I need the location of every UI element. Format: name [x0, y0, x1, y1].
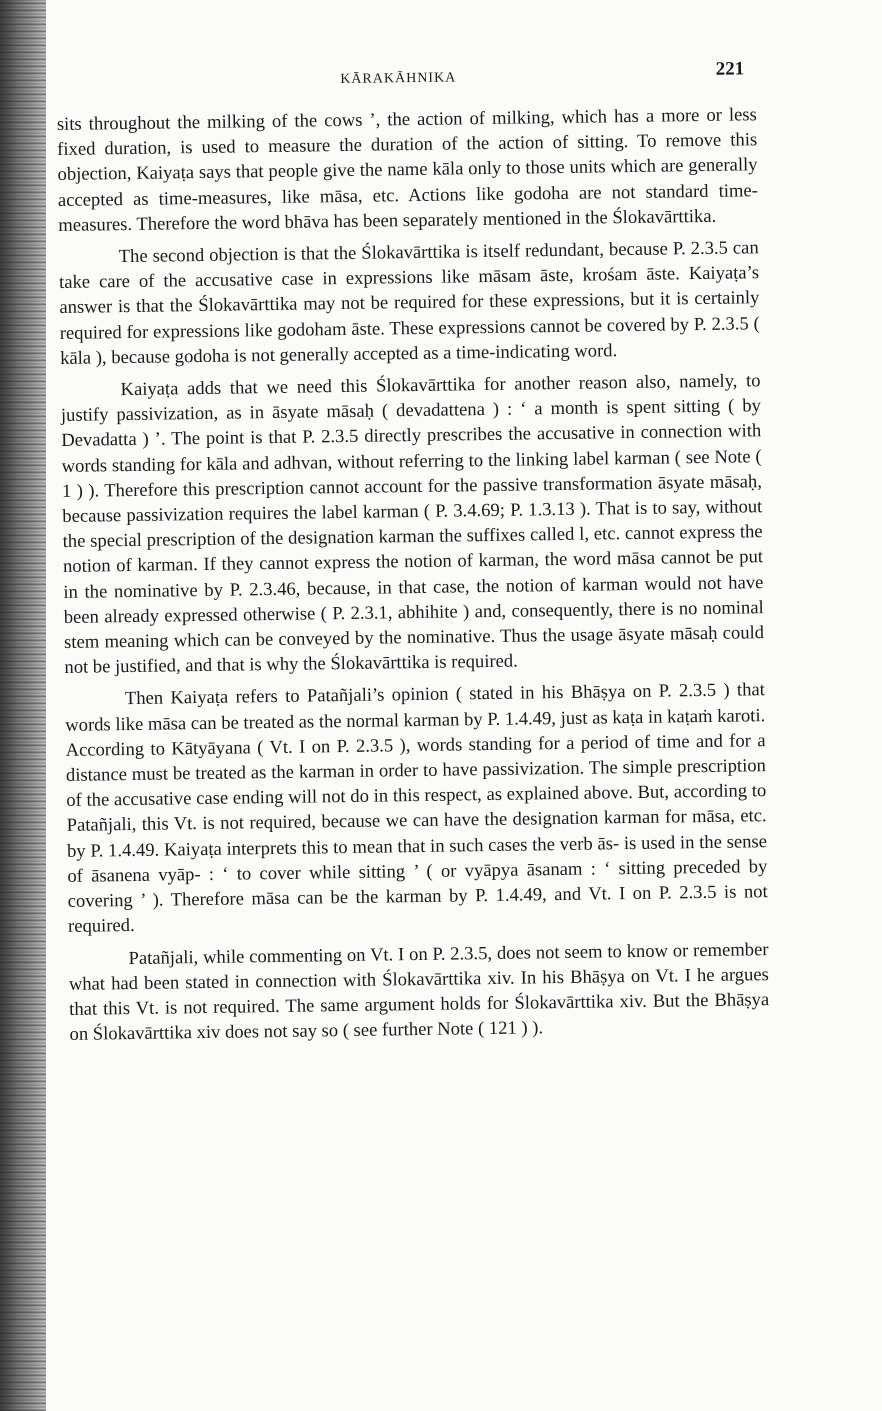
paragraph-1: sits throughout the milking of the cows ’, the action of milking, which has a more or less fixed duration, is used to measure the duration of the action of sitting. To remove this objection, Kaiyaṭa says that people give the name kāla only to those units which are generally accepted as time-measures, like māsa, etc. Actions like godoha are not standard time-measures. Therefore the word bhāva has been separately mentioned in the Ślokavārttika.: [56, 104, 759, 236]
paragraph-5: Patañjali, while commenting on Vt. I on P. 2.3.5, does not seem to know or remember what had been stated in connection with Ślokavārttika xiv. In his Bhāṣya on Vt. I he argues that this Vt. is not required. The same argument holds for Ślokavārttika xiv. But the Bhāṣya on Ślokavārttika xiv does not say so ( see further Note ( 121 ) ).: [68, 938, 770, 1046]
page-number: 221: [715, 58, 745, 80]
running-head: [56, 52, 756, 96]
running-head-title: KĀRAKĀHNIKA: [340, 70, 457, 88]
paragraph-2: The second objection is that the Ślokavārttika is itself redundant, because P. 2.3.5 can take care of the accusative case in expressions like māsam āste, krośam āste. Kaiyaṭa’s answer is that the Ślokavārttika may not be required for these expressions, but it is certainly required for expressions like godoham āste. These expressions cannot be covered by P. 2.3.5 ( kāla ), because godoha is not generally accepted as a time-indicating word.: [58, 237, 760, 369]
paragraph-3: Kaiyaṭa adds that we need this Ślokavārttika for another reason also, namely, to justify passivization, as in āsyate māsaḥ ( devadattena ) : ‘ a month is spent sitting ( by Devadatta ) ’. The point is that P. 2.3.5 directly prescribes the accusative in connection with words standing for kāla and adhvan, without referring to the linking label karman ( see Note ( 1 ) ). Therefore this prescription cannot account for the passive transformation āsyate māsaḥ, because passivization requires the label karman ( P. 3.4.69; P. 1.3.13 ). That is to say, without the special prescription of the designation karman the suffixes called l, etc. cannot express the notion of karman. If they cannot express the notion of karman, the word māsa cannot be put in the nominative by P. 2.3.46, because, in that case, the notion of karman would not have been already expressed otherwise ( P. 2.3.1, abhihite ) and, consequently, there is no nominal stem meaning which can be conveyed by the nominative. Thus the usage āsyate māsaḥ could not be justified, and that is why the Ślokavārttika is required.: [60, 370, 765, 679]
book-spine-shadow: [0, 0, 46, 1411]
paragraph-4: Then Kaiyaṭa refers to Patañjali’s opinion ( stated in his Bhāṣya on P. 2.3.5 ) that words like māsa can be treated as the normal karman by P. 1.4.49, just as kaṭa in kaṭaṁ karoti. According to Kātyāyana ( Vt. I on P. 2.3.5 ), words standing for a period of time and for a distance must be treated as the karman in order to have passivization. The simple prescription of the accusative case ending will not do in this respect, as explained above. But, according to Patañjali, this Vt. is not required, because we can have the designation karman for māsa, etc. by P. 1.4.49. Kaiyaṭa interprets this to mean that in such cases the verb ās- is used in the sense of āsanena vyāp- : ‘ to cover while sitting ’ ( or vyāpya āsanam : ‘ sitting preceded by covering ’ ). Therefore māsa can be the karman by P. 1.4.49, and Vt. I on P. 2.3.5 is not required.: [65, 679, 768, 938]
book-page: [56, 52, 770, 1047]
